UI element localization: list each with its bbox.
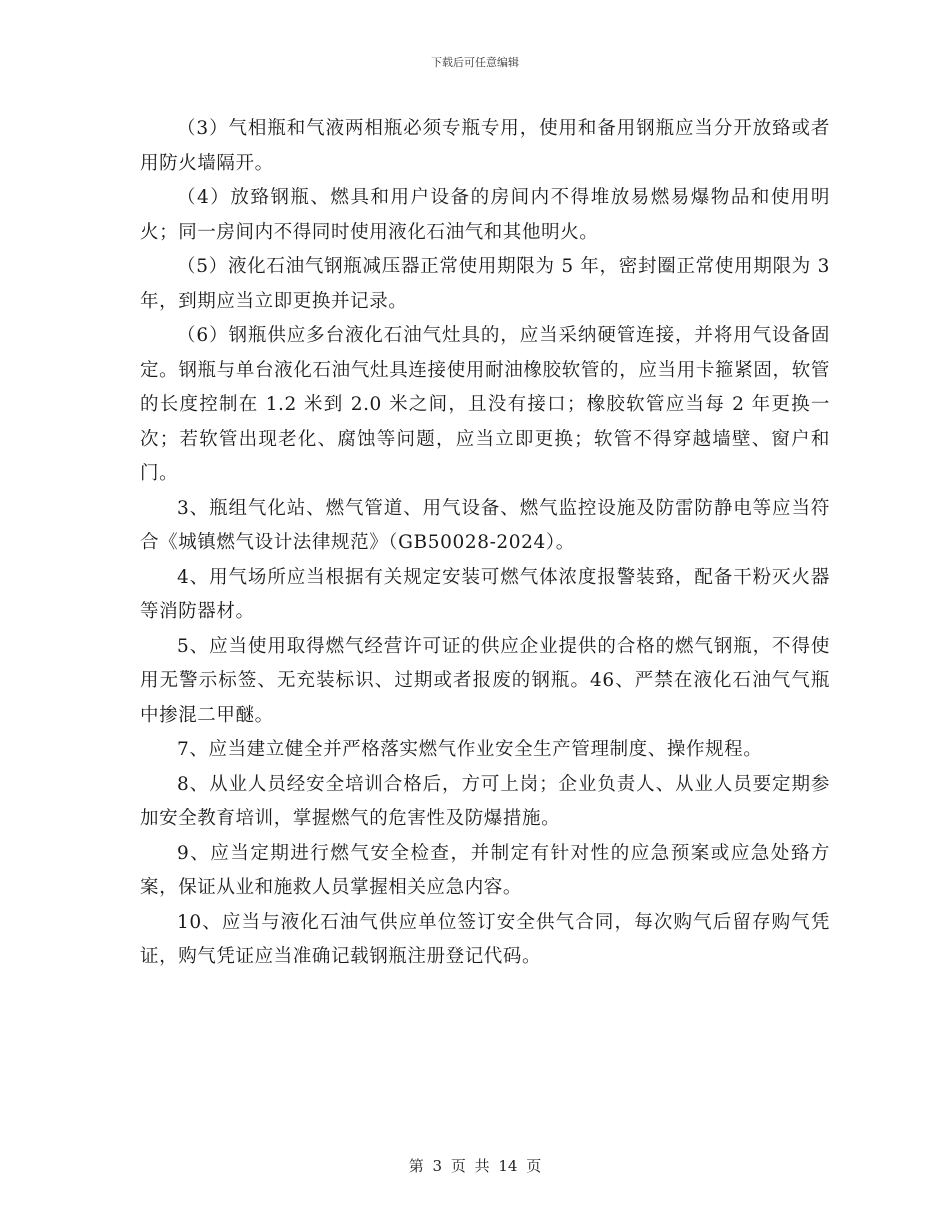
paragraph: 9、应当定期进行燃气安全检查，并制定有针对性的应急预案或应急处臵方案，保证从业和施救人员掌握相关应急内容。 [140, 842, 830, 898]
document-body [140, 112, 830, 975]
paragraph: 5、应当使用取得燃气经营许可证的供应企业提供的合格的燃气钢瓶，不得使用无警示标签、无充装标识、过期或者报废的钢瓶。46、严禁在液化石油气气瓶中掺混二甲醚。 [140, 635, 830, 726]
paragraph: 4、用气场所应当根据有关规定安装可燃气体浓度报警装臵，配备干粉灭火器等消防器材。 [140, 566, 830, 622]
page-number: 第 3 页 共 14 页 [408, 1157, 542, 1175]
paragraph: 7、应当建立健全并严格落实燃气作业安全生产管理制度、操作规程。 [177, 739, 763, 760]
paragraph: （5）液化石油气钢瓶减压器正常使用期限为 5 年，密封圈正常使用期限为 3 年，到期应当立即更换并记录。 [140, 256, 830, 312]
paragraph: （4）放臵钢瓶、燃具和用户设备的房间内不得堆放易燃易爆物品和使用明火；同一房间内不得同时使用液化石油气和其他明火。 [140, 187, 830, 243]
paragraph: 8、从业人员经安全培训合格后，方可上岗；企业负责人、从业人员要定期参加安全教育培训，掌握燃气的危害性及防爆措施。 [140, 773, 830, 829]
page-header: 下载后可任意编辑 [431, 56, 519, 69]
paragraph: 10、应当与液化石油气供应单位签订安全供气合同，每次购气后留存购气凭证，购气凭证应当准确记载钢瓶注册登记代码。 [140, 911, 830, 967]
paragraph: （6）钢瓶供应多台液化石油气灶具的，应当采纳硬管连接，并将用气设备固定。钢瓶与单台液化石油气灶具连接使用耐油橡胶软管的，应当用卡箍紧固，软管的长度控制在 1.2 米到 2.0 米之间，且没有接口；橡胶软管应当每 2 年更换一次；若软管出现老化、腐蚀等问题，应当立即更换；软管不得穿越墙壁、窗户和门。 [140, 325, 830, 484]
paragraph: （3）气相瓶和气液两相瓶必须专瓶专用，使用和备用钢瓶应当分开放臵或者用防火墙隔开。 [140, 118, 830, 174]
paragraph: 3、瓶组气化站、燃气管道、用气设备、燃气监控设施及防雷防静电等应当符合《城镇燃气设计法律规范》（GB50028-2024）。 [140, 497, 830, 553]
